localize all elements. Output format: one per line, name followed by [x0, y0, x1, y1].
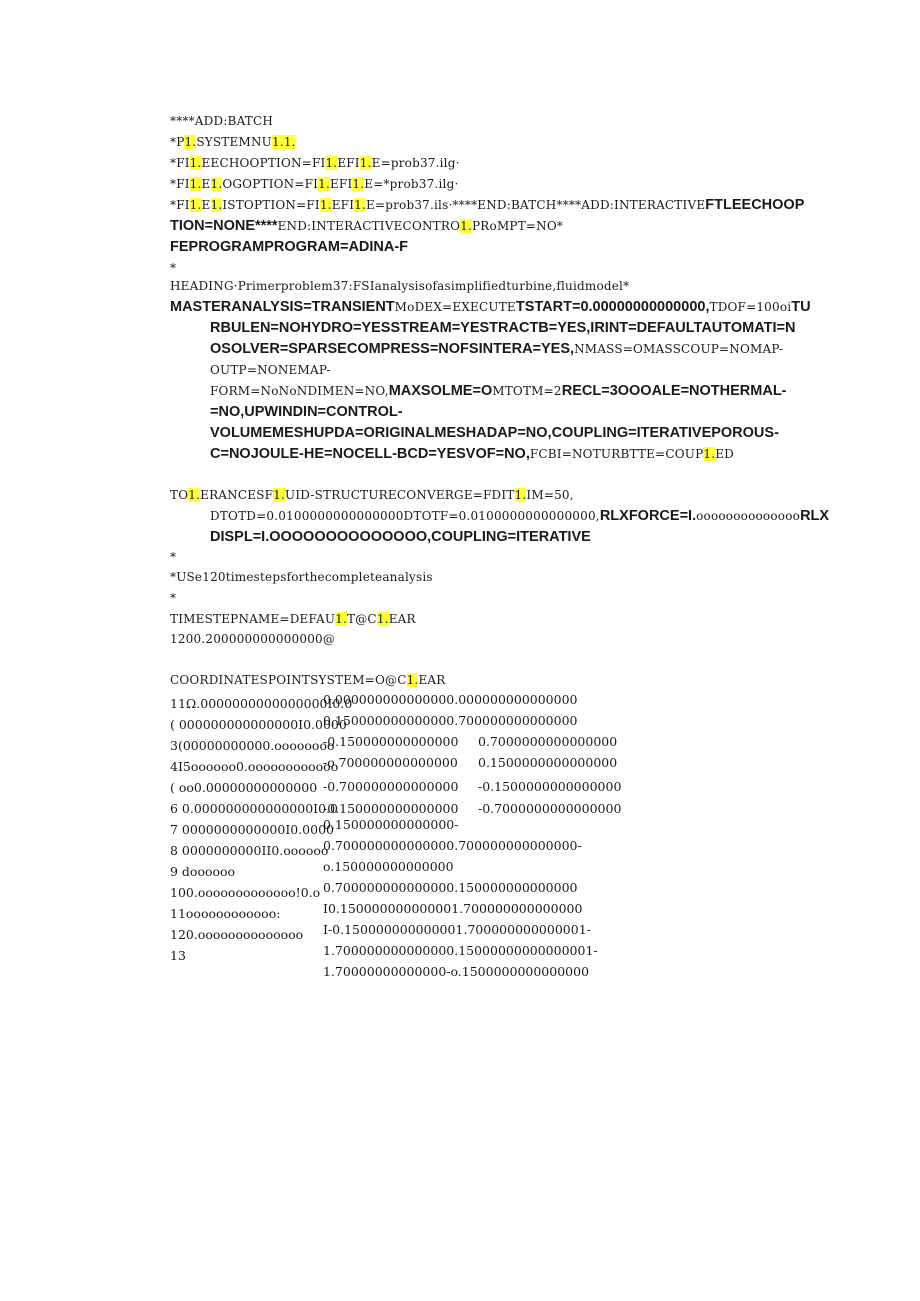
text-segment: TSTART=0.00000000000000, — [515, 299, 710, 315]
text-segment: EECHOOPTION=FI — [201, 156, 326, 170]
solver-line — [210, 339, 783, 359]
text-segment: ERANCESF — [200, 488, 274, 502]
heading-line: HEADING·Primerproblem37:FSIanalysisofasimplifiedturbine,fluidmodel* — [170, 279, 630, 293]
text-segment: UID-STRUCTURECONVERGE=FDIT — [285, 488, 515, 502]
highlight-segment: 1. — [514, 488, 527, 502]
list-item: 1.700000000000000.15000000000000001- — [323, 943, 598, 958]
text-segment: MASTERANALYSIS=TRANSIENT — [170, 299, 395, 315]
list-item: 0.700000000000000.700000000000000- — [323, 838, 582, 853]
highlight-segment: 1. — [325, 156, 338, 170]
text-segment: MTOTM=2 — [492, 384, 562, 398]
list-item: 0.150000000000000- — [323, 817, 459, 832]
list-item: 4I5oooooo0.oooooooooooo — [170, 759, 339, 774]
map-form-line — [210, 381, 787, 401]
list-item: ( oo0.00000000000000 — [170, 780, 318, 795]
list-item: 3(00000000000.oooooooo — [170, 738, 335, 753]
text-segment: C=NOJOULE-HE=NOCELL-BCD=YESVOF=NO, — [210, 446, 530, 462]
comment-line: *USe120timestepsforthecompleteanalysis — [170, 570, 433, 584]
list-item: 120.oooooooooooooo — [170, 927, 304, 942]
timestep-line — [170, 609, 416, 629]
highlight-segment: 1. — [335, 612, 348, 626]
list-item: -0.700000000000000 — [323, 779, 459, 794]
highlight-segment: 1. — [703, 447, 716, 461]
text-segment: E=*prob37.ilg· — [364, 177, 459, 191]
list-item: o.150000000000000 — [323, 859, 454, 874]
interactive-control-line — [170, 216, 563, 236]
text-segment: TDOF=100oi — [709, 300, 792, 314]
list-item: 11Ω.0000000000000000I0.0 — [170, 696, 353, 711]
text-segment: TU — [791, 299, 811, 315]
list-item: I-0.150000000000001.700000000000001- — [323, 922, 591, 937]
list-item: -0.7000000000000000 — [478, 801, 622, 816]
text-segment: OGOPTION=FI — [222, 177, 319, 191]
list-item: -o.700000000000000 — [323, 755, 458, 770]
coordinates-line — [170, 670, 446, 690]
list-item: -0.150000000000000 — [323, 801, 459, 816]
text-segment: NMASS=OMASSCOUP=NOMAP- — [574, 342, 784, 356]
text-segment: E=prob37.ilg· — [371, 156, 460, 170]
text-segment: SYSTEMNU — [196, 135, 272, 149]
text-segment: *FI — [170, 177, 190, 191]
text-segment: TION=NONE**** — [170, 218, 278, 234]
list-item: ( 000000000000000I0.0000 — [170, 717, 347, 732]
text-segment: FCBI=NOTURBTTE=COUP — [529, 447, 704, 461]
text-segment: EFI — [329, 177, 353, 191]
mesh-update-line: VOLUMEMESHUPDA=ORIGINALMESHADAP=NO,COUPLING=ITERATIVEPOROUS- — [210, 425, 779, 441]
highlight-segment: 1. — [352, 177, 365, 191]
text-segment: MoDEX=EXECUTE — [394, 300, 516, 314]
text-segment: END:INTERACTIVECONTRO — [277, 219, 461, 233]
text-segment: *P — [170, 135, 185, 149]
text-segment: RLXFORCE=I. — [599, 508, 697, 524]
text-segment: FTLEECHOOP — [705, 197, 805, 213]
file-echo-line — [170, 153, 460, 173]
file-list-line — [170, 195, 804, 215]
text-segment: EFI — [331, 198, 355, 212]
text-segment: EFI — [337, 156, 360, 170]
highlight-segment: 1. — [188, 488, 201, 502]
list-item: 11oooooooooooo: — [170, 906, 281, 921]
text-segment: TIMESTEPNAME=DEFAU — [170, 612, 336, 626]
list-item: 9 doooooo — [170, 864, 236, 879]
batch-add-line: ****ADD:BATCH — [170, 114, 274, 128]
highlight-segment: 1. — [460, 219, 473, 233]
joule-line — [210, 444, 734, 464]
highlight-segment: 1. — [406, 673, 419, 687]
text-segment: MAXSOLME=O — [388, 383, 493, 399]
file-log-line — [170, 174, 458, 194]
text-segment: *FI — [170, 198, 190, 212]
text-segment: IM=50, — [526, 488, 574, 502]
highlight-segment: 1. — [210, 198, 223, 212]
dtot-line — [210, 506, 829, 526]
text-segment: DTOTD=0.0100000000000000DTOTF=0.0100000000000000, — [210, 509, 600, 523]
text-segment: oooooooooooooo — [696, 509, 801, 523]
turbulence-line: RBULEN=NOHYDRO=YESSTREAM=YESTRACTB=YES,IRINT=DEFAULTAUTOMATI=N — [210, 320, 796, 336]
highlight-segment: 1. — [189, 177, 202, 191]
text-segment: E — [201, 177, 211, 191]
tolerances-line — [170, 485, 574, 505]
text-segment: OSOLVER=SPARSECOMPRESS=NOFSINTERA=YES, — [210, 341, 575, 357]
list-item: 100.ooooooooooooo!0.o — [170, 885, 321, 900]
text-segment: ED — [715, 447, 734, 461]
highlight-segment: 1.1. — [271, 135, 296, 149]
list-item: 13 — [170, 948, 186, 963]
list-item: 8 0000000000II0.oooooo — [170, 843, 329, 858]
highlight-segment: 1. — [354, 198, 366, 212]
asterisk-line: * — [170, 550, 177, 564]
text-segment: EAR — [418, 673, 446, 687]
text-segment: TO — [170, 488, 189, 502]
highlight-segment: 1. — [189, 156, 202, 170]
text-segment: ISTOPTION=FI — [222, 198, 320, 212]
highlight-segment: 1. — [184, 135, 197, 149]
text-segment: *FI — [170, 156, 190, 170]
timestep-value-line: 1200.200000000000000@ — [170, 632, 336, 646]
text-segment: COORDINATESPOINTSYSTEM=O@C — [170, 673, 407, 687]
text-segment: E — [201, 198, 211, 212]
highlight-segment: 1. — [189, 198, 202, 212]
asterisk-line: * — [170, 591, 177, 605]
highlight-segment: 1. — [273, 488, 286, 502]
text-segment: PRoMPT=NO* — [472, 219, 564, 233]
text-segment: EAR — [388, 612, 416, 626]
displ-line: DISPL=I.OOOOOOOOOOOOOO,COUPLING=ITERATIVE — [210, 529, 591, 545]
list-item: 0.7000000000000000 — [478, 734, 618, 749]
asterisk-line: * — [170, 261, 177, 275]
list-item: 1.70000000000000-o.1500000000000000 — [323, 964, 590, 979]
text-segment: E=prob37.ils·****END:BATCH****ADD:INTERACTIVE — [366, 198, 706, 212]
list-item: 0.000000000000000.000000000000000 — [323, 692, 578, 707]
text-segment: FORM=NoNoNDIMEN=NO, — [210, 384, 389, 398]
feprogram-line: FEPROGRAMPROGRAM=ADINA-F — [170, 239, 409, 255]
upwinding-line: =NO,UPWINDIN=CONTROL- — [210, 404, 403, 420]
text-segment: RLX — [800, 508, 830, 524]
highlight-segment: 1. — [376, 612, 389, 626]
list-item: I0.150000000000001.700000000000000 — [323, 901, 583, 916]
list-item: 0.150000000000000.700000000000000 — [323, 713, 578, 728]
list-item: 6 0.000000000000000I0.0 — [170, 801, 338, 816]
text-segment: T@C — [347, 612, 377, 626]
list-item: 0.700000000000000.150000000000000 — [323, 880, 578, 895]
list-item: 0.1500000000000000 — [478, 755, 618, 770]
list-item: -0.1500000000000000 — [478, 779, 622, 794]
highlight-segment: 1. — [318, 177, 330, 191]
system-line — [170, 132, 296, 152]
master-analysis-line — [170, 297, 811, 317]
highlight-segment: 1. — [319, 198, 332, 212]
highlight-segment: 1. — [359, 156, 372, 170]
text-segment: RECL=3OOOALE=NOTHERMAL- — [561, 383, 787, 399]
list-item: -0.150000000000000 — [323, 734, 459, 749]
highlight-segment: 1. — [210, 177, 223, 191]
map-output-line: OUTP=NONEMAP- — [210, 363, 331, 377]
list-item: 7 0000000000000I0.0000 — [170, 822, 334, 837]
